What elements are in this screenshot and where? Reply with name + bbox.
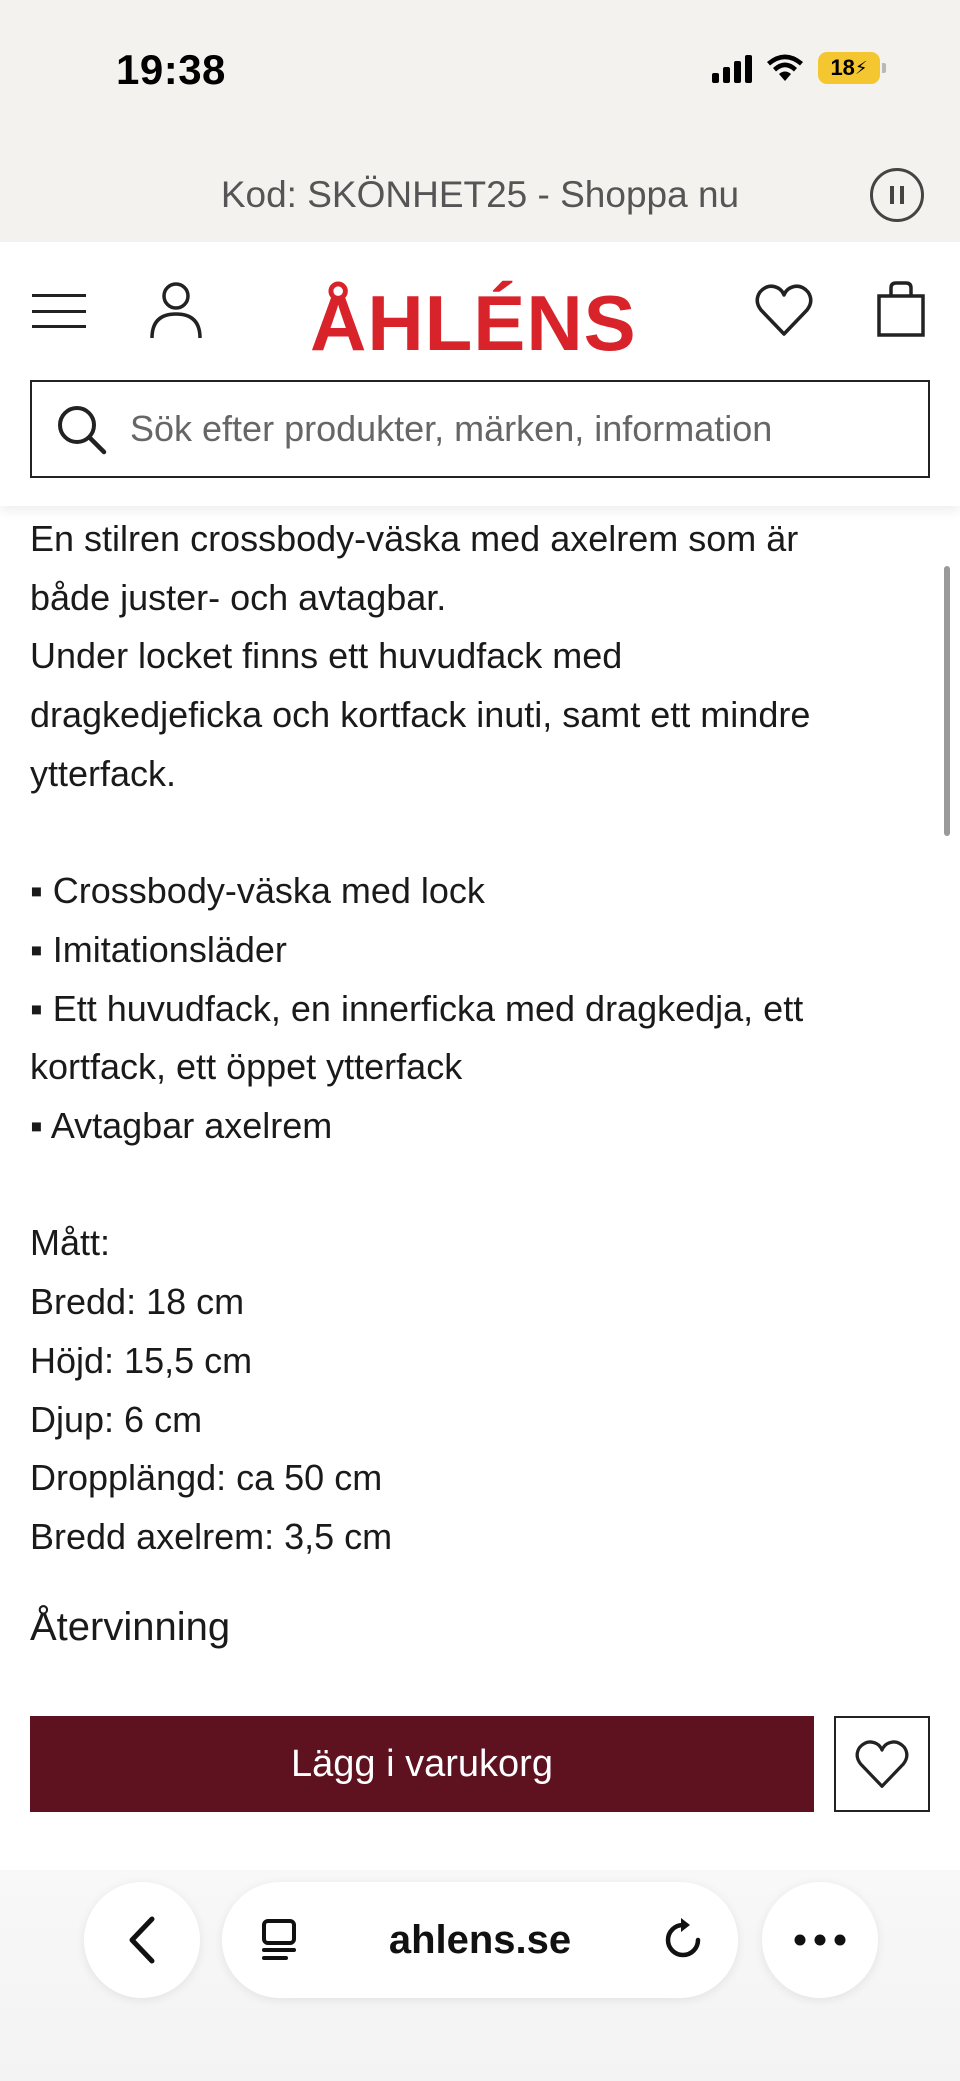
measurement-line: Djup: 6 cm xyxy=(30,1398,203,1440)
cellular-signal-icon xyxy=(712,53,752,83)
status-bar xyxy=(0,0,960,150)
measurements-heading: Mått: xyxy=(30,1222,111,1264)
measurement-line: Höjd: 15,5 cm xyxy=(30,1339,253,1381)
promo-text[interactable]: Kod: SKÖNHET25 - Shoppa nu xyxy=(220,174,740,215)
search-icon xyxy=(54,402,108,456)
more-icon xyxy=(793,1933,847,1947)
brand-logo[interactable]: ÅHLÉNS xyxy=(310,279,637,367)
search-bar[interactable] xyxy=(30,380,930,478)
address-bar[interactable] xyxy=(222,1882,738,1998)
browser-toolbar xyxy=(0,1870,960,2081)
heart-icon[interactable] xyxy=(754,282,814,338)
feature-bullet: ▪ Imitationsläder xyxy=(30,928,287,970)
user-icon[interactable] xyxy=(148,278,204,342)
feature-bullet: ▪ Ett huvudfack, en innerficka med dragkedja, ett xyxy=(30,987,804,1029)
recycling-section-title[interactable]: Återvinning xyxy=(30,1604,231,1649)
measurement-line: Dropplängd: ca 50 cm xyxy=(30,1457,383,1499)
wifi-icon xyxy=(766,53,804,83)
measurement-line: Bredd: 18 cm xyxy=(30,1281,245,1323)
status-time: 19:38 xyxy=(116,46,226,93)
back-button[interactable] xyxy=(84,1882,200,1998)
add-to-cart-button[interactable]: Lägg i varukorg xyxy=(30,1716,814,1812)
description-line: både juster- och avtagbar. xyxy=(30,576,447,618)
reload-icon[interactable] xyxy=(660,1916,706,1964)
feature-bullet: kortfack, ett öppet ytterfack xyxy=(30,1046,463,1088)
search-input[interactable] xyxy=(130,408,928,450)
chevron-left-icon xyxy=(122,1915,162,1965)
pause-icon[interactable] xyxy=(870,168,924,222)
promo-bar[interactable] xyxy=(0,150,960,242)
feature-bullet: ▪ Avtagbar axelrem xyxy=(30,1105,333,1147)
battery-icon: 18 ⚡ xyxy=(818,52,880,84)
product-description xyxy=(30,480,930,1650)
description-line: ytterfack. xyxy=(30,752,177,794)
description-line: Under locket finns ett huvudfack med xyxy=(30,635,623,677)
status-icons xyxy=(712,52,880,84)
site-header xyxy=(0,242,960,506)
battery-level: 18 xyxy=(830,55,855,80)
page-scrollbar[interactable] xyxy=(944,566,950,836)
url-text[interactable]: ahlens.se xyxy=(388,1918,572,1962)
feature-bullet: ▪ Crossbody-väska med lock xyxy=(30,870,485,912)
add-to-wishlist-button[interactable] xyxy=(834,1716,930,1812)
shopping-bag-icon[interactable] xyxy=(876,280,926,338)
more-button[interactable] xyxy=(762,1882,878,1998)
description-line: En stilren crossbody-väska med axelrem som är xyxy=(30,518,799,559)
heart-icon xyxy=(854,1738,910,1790)
measurement-line: Bredd axelrem: 3,5 cm xyxy=(30,1515,393,1557)
hamburger-menu-icon[interactable] xyxy=(32,294,86,328)
description-line: dragkedjeficka och kortfack inuti, samt ett mindre xyxy=(30,694,811,736)
